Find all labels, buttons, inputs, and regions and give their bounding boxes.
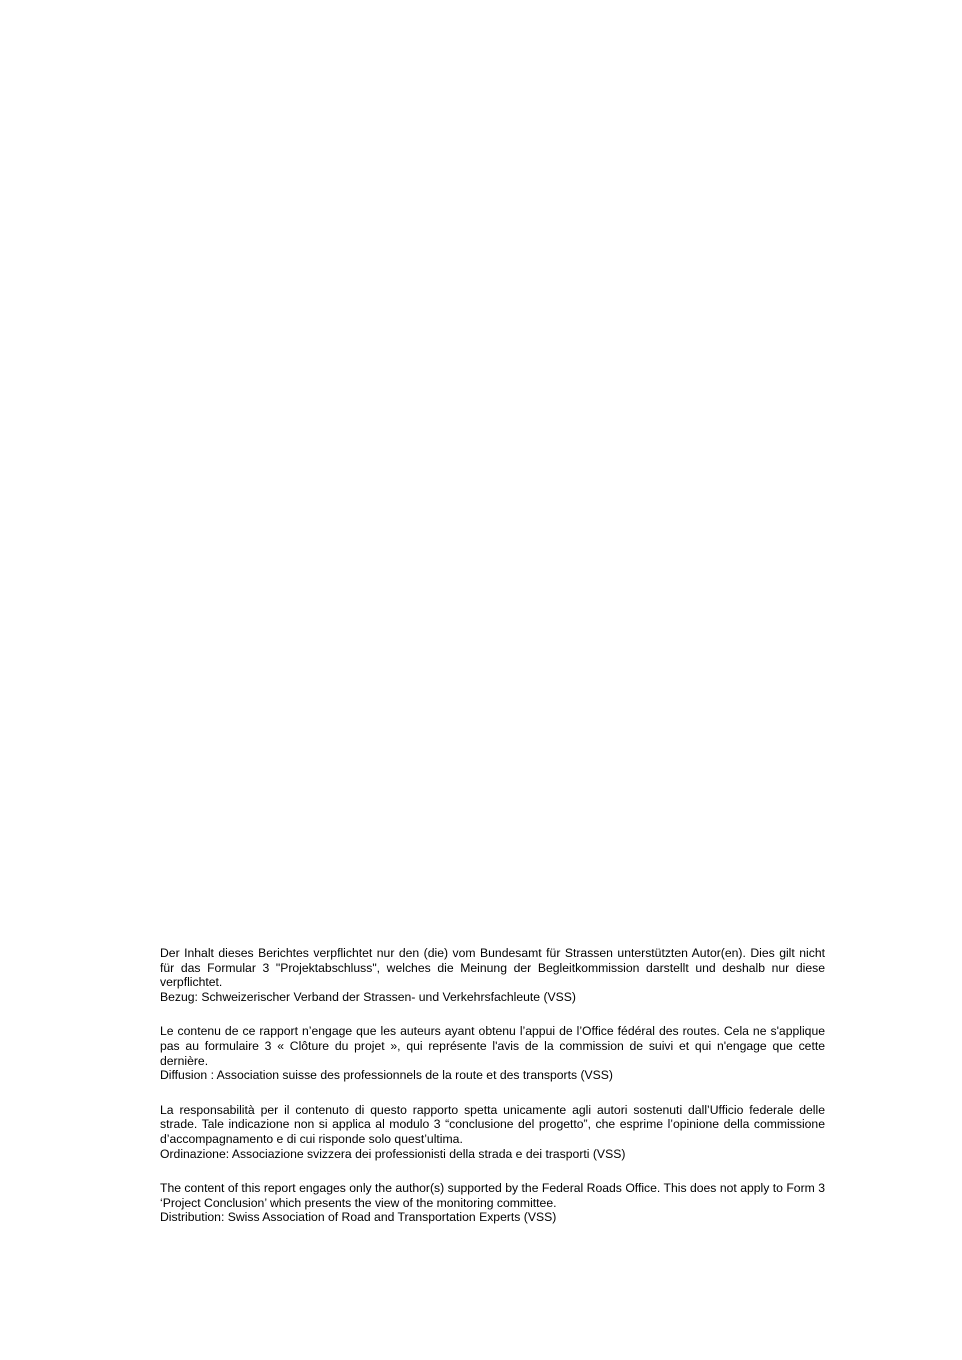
- order-line-english: Distribution: Swiss Association of Road and Transportation Experts (VSS): [160, 1210, 557, 1225]
- disclaimer-block-english: [160, 1181, 825, 1225]
- order-line-italian: Ordinazione: Associazione svizzera dei professionisti della strada e dei trasporti (VSS): [160, 1146, 626, 1161]
- disclaimer-paragraph-french: Le contenu de ce rapport n’engage que les auteurs ayant obtenu l’appui de l’Office fédéral des routes. Cela ne s'applique pas au formulaire 3 « Clôture du projet », qui représente l'avis de la commission de suivi et qui n'engage que cette dernière.: [160, 1024, 825, 1068]
- disclaimer-block-german: [160, 946, 825, 1004]
- disclaimer-paragraph-italian: La responsabilità per il contenuto di questo rapporto spetta unicamente agli autori sostenuti dall’Ufficio federale delle strade. Tale indicazione non si applica al modulo 3 “conclusione del progetto”, che esprime l’opinione della commissione d’accompagnamento e di cui risponde solo quest’ultima.: [160, 1102, 825, 1146]
- order-line-french: Diffusion : Association suisse des professionnels de la route et des transports (VSS): [160, 1068, 613, 1083]
- disclaimer-block-italian: [160, 1103, 825, 1161]
- disclaimer-paragraph-english: The content of this report engages only the author(s) supported by the Federal Roads Office. This does not apply to Form 3 ‘Project Conclusion’ which presents the view of the monitoring committee.: [160, 1181, 825, 1210]
- order-line-german: Bezug: Schweizerischer Verband der Strassen- und Verkehrsfachleute (VSS): [160, 989, 576, 1004]
- disclaimer-block-french: [160, 1024, 825, 1082]
- disclaimer-paragraph-german: Der Inhalt dieses Berichtes verpflichtet nur den (die) vom Bundesamt für Strassen unterstützten Autor(en). Dies gilt nicht für das Formular 3 "Projektabschluss", welches die Meinung der Begleitkommission darstellt und deshalb nur diese verpflichtet.: [160, 946, 825, 990]
- disclaimer-section: [160, 946, 825, 1245]
